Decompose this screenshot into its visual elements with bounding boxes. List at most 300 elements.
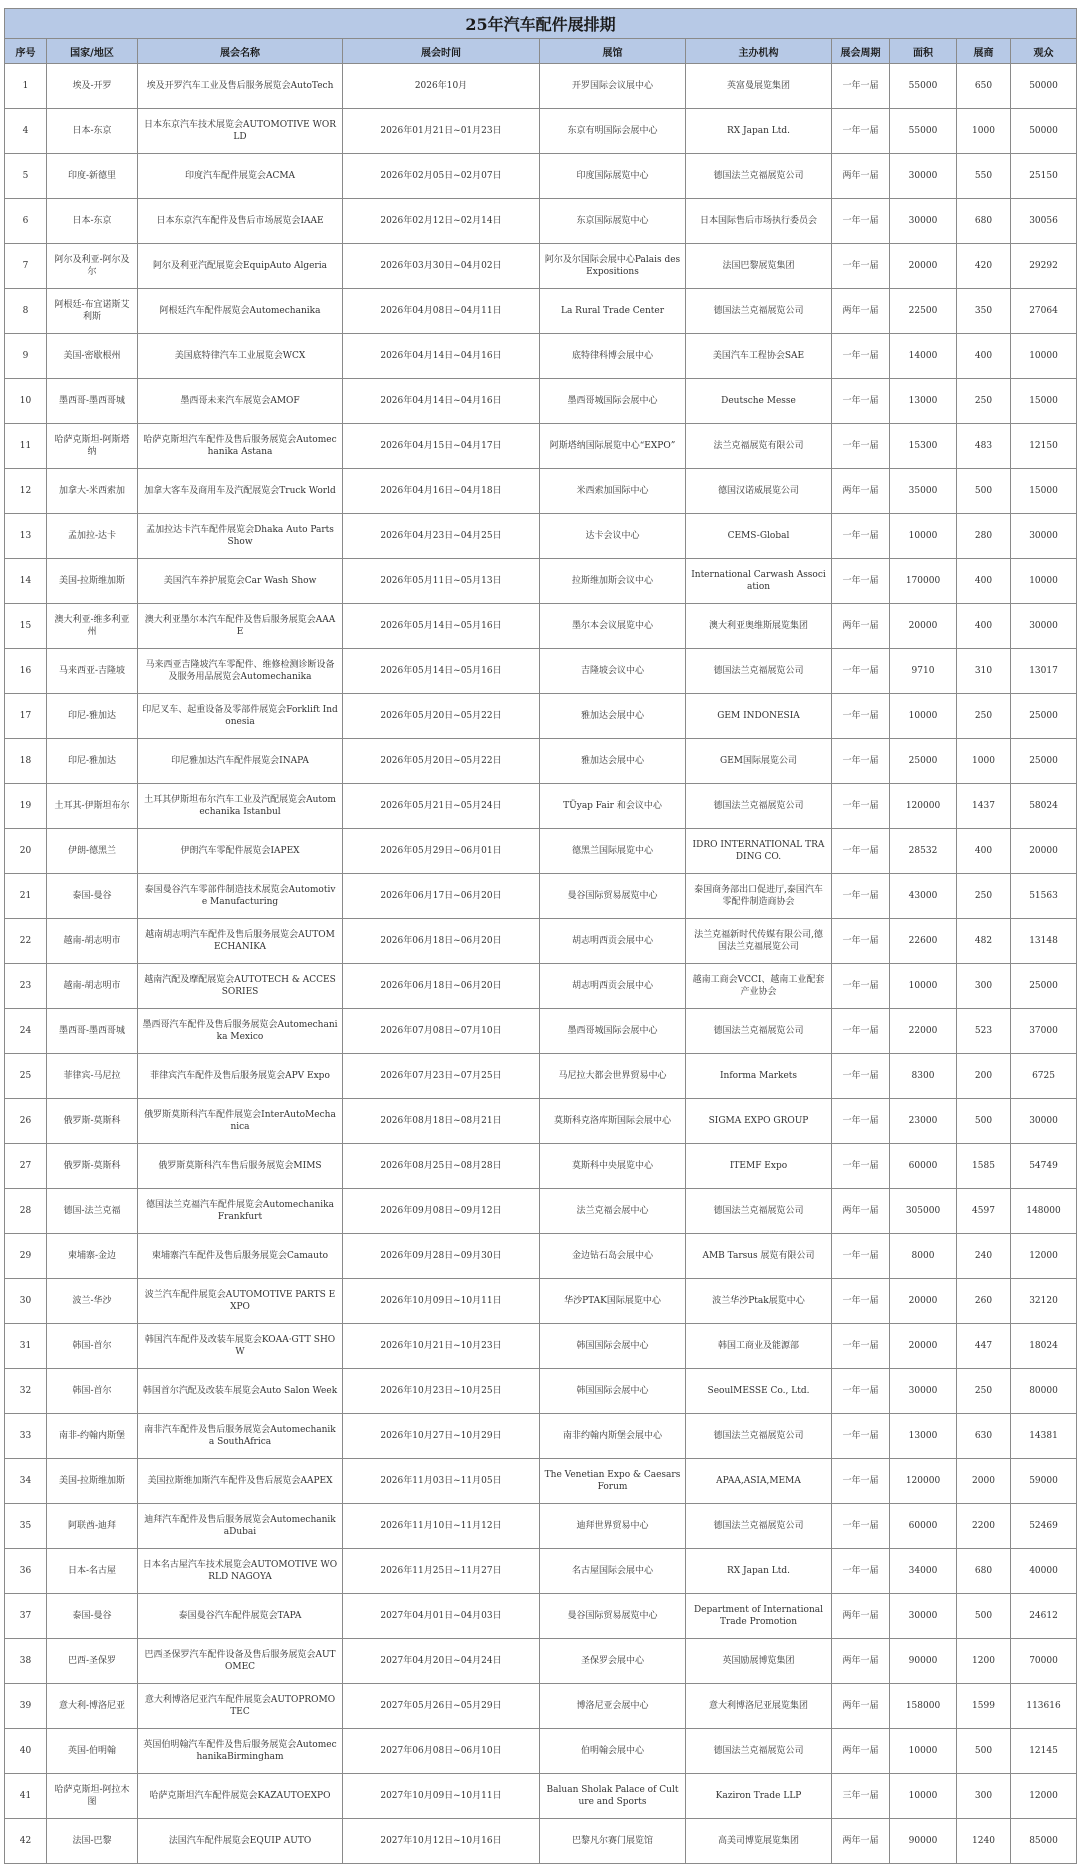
cell-dates[interactable]: 2026年10月23日~10月25日 [343,1369,540,1414]
cell-visitors[interactable]: 12145 [1011,1729,1077,1774]
cell-cycle[interactable]: 一年一届 [832,109,890,154]
cell-country[interactable]: 泰国-曼谷 [47,1594,138,1639]
cell-visitors[interactable]: 25000 [1011,694,1077,739]
cell-dates[interactable]: 2026年05月21日~05月24日 [343,784,540,829]
cell-exhibition-name[interactable]: 波兰汽车配件展览会AUTOMOTIVE PARTS EXPO [138,1279,343,1324]
cell-organizer[interactable]: 越南工商会VCCI、越南工业配套产业协会 [686,964,832,1009]
cell-exhibition-name[interactable]: 哈萨克斯坦汽车配件及售后服务展览会Automechanika Astana [138,424,343,469]
cell-cycle[interactable]: 一年一届 [832,694,890,739]
cell-cycle[interactable]: 两年一届 [832,289,890,334]
cell-country[interactable]: 菲律宾-马尼拉 [47,1054,138,1099]
cell-area[interactable]: 120000 [890,784,957,829]
cell-exhibitors[interactable]: 1437 [957,784,1011,829]
cell-visitors[interactable]: 85000 [1011,1819,1077,1864]
cell-organizer[interactable]: 高美司博览展览集团 [686,1819,832,1864]
cell-visitors[interactable]: 50000 [1011,109,1077,154]
cell-dates[interactable]: 2026年04月08日~04月11日 [343,289,540,334]
cell-exhibition-name[interactable]: 法国汽车配件展览会EQUIP AUTO [138,1819,343,1864]
cell-index[interactable]: 35 [5,1504,47,1549]
cell-dates[interactable]: 2026年05月29日~06月01日 [343,829,540,874]
cell-index[interactable]: 5 [5,154,47,199]
cell-dates[interactable]: 2026年06月18日~06月20日 [343,919,540,964]
cell-area[interactable]: 30000 [890,1594,957,1639]
cell-venue[interactable]: 阿尔及尔国际会展中心Palais des Expositions [540,244,686,289]
cell-visitors[interactable]: 37000 [1011,1009,1077,1054]
cell-cycle[interactable]: 一年一届 [832,829,890,874]
cell-index[interactable]: 16 [5,649,47,694]
cell-organizer[interactable]: 德国汉诺威展览公司 [686,469,832,514]
cell-dates[interactable]: 2026年11月25日~11月27日 [343,1549,540,1594]
cell-visitors[interactable]: 15000 [1011,469,1077,514]
cell-exhibition-name[interactable]: 哈萨克斯坦汽车配件展览会KAZAUTOEXPO [138,1774,343,1819]
cell-venue[interactable]: 南非约翰内斯堡会展中心 [540,1414,686,1459]
cell-visitors[interactable]: 51563 [1011,874,1077,919]
cell-index[interactable]: 14 [5,559,47,604]
cell-area[interactable]: 305000 [890,1189,957,1234]
cell-venue[interactable]: 阿斯塔纳国际展览中心“EXPO” [540,424,686,469]
cell-organizer[interactable]: 德国法兰克福展览公司 [686,1009,832,1054]
cell-exhibitors[interactable]: 350 [957,289,1011,334]
cell-area[interactable]: 43000 [890,874,957,919]
cell-cycle[interactable]: 一年一届 [832,334,890,379]
cell-country[interactable]: 英国-伯明翰 [47,1729,138,1774]
cell-visitors[interactable]: 25000 [1011,739,1077,784]
cell-exhibitors[interactable]: 250 [957,379,1011,424]
cell-country[interactable]: 美国-拉斯维加斯 [47,1459,138,1504]
cell-visitors[interactable]: 59000 [1011,1459,1077,1504]
cell-country[interactable]: 法国-巴黎 [47,1819,138,1864]
column-header[interactable] [957,39,1011,64]
cell-country[interactable]: 印尼-雅加达 [47,694,138,739]
cell-cycle[interactable]: 一年一届 [832,1324,890,1369]
column-header[interactable] [686,39,832,64]
cell-area[interactable]: 20000 [890,1324,957,1369]
cell-exhibitors[interactable]: 1000 [957,739,1011,784]
cell-area[interactable]: 22000 [890,1009,957,1054]
cell-cycle[interactable]: 一年一届 [832,649,890,694]
cell-venue[interactable]: 雅加达会展中心 [540,739,686,784]
cell-exhibitors[interactable]: 500 [957,1099,1011,1144]
cell-organizer[interactable]: 澳大利亚奥维斯展览集团 [686,604,832,649]
cell-venue[interactable]: TÜyap Fair 和会议中心 [540,784,686,829]
cell-organizer[interactable]: RX Japan Ltd. [686,1549,832,1594]
cell-index[interactable]: 32 [5,1369,47,1414]
cell-cycle[interactable]: 两年一届 [832,1684,890,1729]
cell-dates[interactable]: 2026年06月18日~06月20日 [343,964,540,1009]
cell-country[interactable]: 土耳其-伊斯坦布尔 [47,784,138,829]
cell-organizer[interactable]: 意大利博洛尼亚展览集团 [686,1684,832,1729]
cell-exhibition-name[interactable]: 英国伯明翰汽车配件及售后服务展览会AutomechanikaBirmingham [138,1729,343,1774]
cell-visitors[interactable]: 54749 [1011,1144,1077,1189]
cell-organizer[interactable]: 德国法兰克福展览公司 [686,1414,832,1459]
cell-country[interactable]: 哈萨克斯坦-阿拉木图 [47,1774,138,1819]
cell-venue[interactable]: 墨西哥城国际会展中心 [540,1009,686,1054]
cell-area[interactable]: 28532 [890,829,957,874]
cell-exhibition-name[interactable]: 阿根廷汽车配件展览会Automechanika [138,289,343,334]
cell-exhibition-name[interactable]: 墨西哥未来汽车展览会AMOF [138,379,343,424]
cell-organizer[interactable]: 德国法兰克福展览公司 [686,1189,832,1234]
cell-index[interactable]: 26 [5,1099,47,1144]
cell-cycle[interactable]: 两年一届 [832,1594,890,1639]
cell-area[interactable]: 10000 [890,694,957,739]
cell-dates[interactable]: 2026年04月23日~04月25日 [343,514,540,559]
cell-country[interactable]: 意大利-博洛尼亚 [47,1684,138,1729]
cell-visitors[interactable]: 12000 [1011,1774,1077,1819]
cell-cycle[interactable]: 一年一届 [832,919,890,964]
cell-area[interactable]: 170000 [890,559,957,604]
cell-index[interactable]: 20 [5,829,47,874]
cell-country[interactable]: 美国-拉斯维加斯 [47,559,138,604]
cell-exhibition-name[interactable]: 巴西圣保罗汽车配件设备及售后服务展览会AUTOMEC [138,1639,343,1684]
cell-dates[interactable]: 2026年05月14日~05月16日 [343,649,540,694]
cell-exhibition-name[interactable]: 意大利博洛尼亚汽车配件展览会AUTOPROMOTEC [138,1684,343,1729]
cell-visitors[interactable]: 30000 [1011,1099,1077,1144]
cell-exhibitors[interactable]: 280 [957,514,1011,559]
cell-venue[interactable]: 德黑兰国际展览中心 [540,829,686,874]
cell-venue[interactable]: 伯明翰会展中心 [540,1729,686,1774]
cell-index[interactable]: 19 [5,784,47,829]
cell-area[interactable]: 10000 [890,514,957,559]
cell-visitors[interactable]: 14381 [1011,1414,1077,1459]
cell-visitors[interactable]: 13017 [1011,649,1077,694]
cell-exhibition-name[interactable]: 印尼叉车、起重设备及零部件展览会Forklift Indonesia [138,694,343,739]
cell-area[interactable]: 34000 [890,1549,957,1594]
cell-index[interactable]: 13 [5,514,47,559]
cell-exhibition-name[interactable]: 迪拜汽车配件及售后服务展览会AutomechanikaDubai [138,1504,343,1549]
cell-area[interactable]: 23000 [890,1099,957,1144]
cell-exhibitors[interactable]: 523 [957,1009,1011,1054]
cell-exhibition-name[interactable]: 越南胡志明汽车配件及售后服务展览会AUTOMECHANIKA [138,919,343,964]
cell-index[interactable]: 1 [5,64,47,109]
cell-country[interactable]: 马来西亚-吉隆坡 [47,649,138,694]
cell-index[interactable]: 37 [5,1594,47,1639]
cell-visitors[interactable]: 30000 [1011,604,1077,649]
cell-area[interactable]: 55000 [890,109,957,154]
cell-cycle[interactable]: 两年一届 [832,1639,890,1684]
cell-dates[interactable]: 2026年04月16日~04月18日 [343,469,540,514]
cell-venue[interactable]: 达卡会议中心 [540,514,686,559]
cell-exhibition-name[interactable]: 印尼雅加达汽车配件展览会INAPA [138,739,343,784]
cell-index[interactable]: 36 [5,1549,47,1594]
cell-venue[interactable]: 名古屋国际会展中心 [540,1549,686,1594]
cell-dates[interactable]: 2026年02月12日~02月14日 [343,199,540,244]
cell-exhibitors[interactable]: 200 [957,1054,1011,1099]
cell-index[interactable]: 30 [5,1279,47,1324]
cell-index[interactable]: 34 [5,1459,47,1504]
cell-venue[interactable]: 韩国国际会展中心 [540,1369,686,1414]
cell-exhibitors[interactable]: 250 [957,694,1011,739]
cell-organizer[interactable]: AMB Tarsus 展览有限公司 [686,1234,832,1279]
cell-area[interactable]: 20000 [890,604,957,649]
cell-venue[interactable]: 圣保罗会展中心 [540,1639,686,1684]
cell-exhibitors[interactable]: 1585 [957,1144,1011,1189]
cell-dates[interactable]: 2026年07月23日~07月25日 [343,1054,540,1099]
cell-index[interactable]: 42 [5,1819,47,1864]
cell-venue[interactable]: 底特律科博会展中心 [540,334,686,379]
cell-exhibition-name[interactable]: 加拿大客车及商用车及汽配展览会Truck World [138,469,343,514]
cell-visitors[interactable]: 27064 [1011,289,1077,334]
cell-area[interactable]: 20000 [890,244,957,289]
cell-index[interactable]: 11 [5,424,47,469]
cell-venue[interactable]: The Venetian Expo & Caesars Forum [540,1459,686,1504]
cell-exhibitors[interactable]: 300 [957,1774,1011,1819]
cell-country[interactable]: 泰国-曼谷 [47,874,138,919]
cell-exhibition-name[interactable]: 俄罗斯莫斯科汽车售后服务展览会MIMS [138,1144,343,1189]
cell-exhibitors[interactable]: 400 [957,604,1011,649]
cell-organizer[interactable]: IDRO INTERNATIONAL TRADING CO. [686,829,832,874]
cell-visitors[interactable]: 12150 [1011,424,1077,469]
cell-exhibitors[interactable]: 250 [957,1369,1011,1414]
cell-country[interactable]: 哈萨克斯坦-阿斯塔纳 [47,424,138,469]
column-header[interactable] [138,39,343,64]
cell-exhibition-name[interactable]: 墨西哥汽车配件及售后服务展览会Automechanika Mexico [138,1009,343,1054]
cell-exhibition-name[interactable]: 韩国汽车配件及改装车展览会KOAA·GTT SHOW [138,1324,343,1369]
cell-country[interactable]: 墨西哥-墨西哥城 [47,1009,138,1054]
cell-exhibition-name[interactable]: 美国汽车养护展览会Car Wash Show [138,559,343,604]
cell-exhibition-name[interactable]: 泰国曼谷汽车零部件制造技术展览会Automotive Manufacturing [138,874,343,919]
cell-cycle[interactable]: 两年一届 [832,1729,890,1774]
cell-cycle[interactable]: 一年一届 [832,559,890,604]
cell-area[interactable]: 30000 [890,154,957,199]
cell-visitors[interactable]: 32120 [1011,1279,1077,1324]
cell-visitors[interactable]: 52469 [1011,1504,1077,1549]
cell-exhibition-name[interactable]: 埃及开罗汽车工业及售后服务展览会AutoTech [138,64,343,109]
cell-organizer[interactable]: 德国法兰克福展览公司 [686,289,832,334]
cell-venue[interactable]: 韩国国际会展中心 [540,1324,686,1369]
cell-venue[interactable]: 胡志明西贡会展中心 [540,964,686,1009]
cell-area[interactable]: 60000 [890,1144,957,1189]
cell-dates[interactable]: 2026年11月10日~11月12日 [343,1504,540,1549]
cell-cycle[interactable]: 两年一届 [832,469,890,514]
cell-cycle[interactable]: 一年一届 [832,874,890,919]
cell-country[interactable]: 阿尔及利亚-阿尔及尔 [47,244,138,289]
cell-area[interactable]: 9710 [890,649,957,694]
cell-venue[interactable]: 吉隆坡会议中心 [540,649,686,694]
cell-exhibition-name[interactable]: 日本名古屋汽车技术展览会AUTOMOTIVE WORLD NAGOYA [138,1549,343,1594]
cell-organizer[interactable]: 德国法兰克福展览公司 [686,1729,832,1774]
cell-exhibitors[interactable]: 680 [957,199,1011,244]
cell-cycle[interactable]: 两年一届 [832,1189,890,1234]
cell-visitors[interactable]: 70000 [1011,1639,1077,1684]
cell-exhibition-name[interactable]: 澳大利亚墨尔本汽车配件及售后服务展览会AAAE [138,604,343,649]
cell-cycle[interactable]: 一年一届 [832,1459,890,1504]
cell-area[interactable]: 8000 [890,1234,957,1279]
cell-country[interactable]: 韩国-首尔 [47,1369,138,1414]
cell-cycle[interactable]: 三年一届 [832,1774,890,1819]
cell-country[interactable]: 德国-法兰克福 [47,1189,138,1234]
cell-dates[interactable]: 2026年08月18日~08月21日 [343,1099,540,1144]
cell-index[interactable]: 29 [5,1234,47,1279]
cell-country[interactable]: 孟加拉-达卡 [47,514,138,559]
cell-organizer[interactable]: 韩国工商业及能源部 [686,1324,832,1369]
cell-exhibitors[interactable]: 550 [957,154,1011,199]
cell-dates[interactable]: 2026年07月08日~07月10日 [343,1009,540,1054]
cell-venue[interactable]: Baluan Sholak Palace of Culture and Sports [540,1774,686,1819]
cell-cycle[interactable]: 一年一届 [832,199,890,244]
cell-venue[interactable]: 马尼拉大都会世界贸易中心 [540,1054,686,1099]
cell-cycle[interactable]: 两年一届 [832,604,890,649]
cell-exhibitors[interactable]: 400 [957,829,1011,874]
cell-country[interactable]: 阿联酋-迪拜 [47,1504,138,1549]
cell-visitors[interactable]: 29292 [1011,244,1077,289]
cell-exhibition-name[interactable]: 柬埔寨汽车配件及售后服务展览会Camauto [138,1234,343,1279]
cell-visitors[interactable]: 25000 [1011,964,1077,1009]
cell-index[interactable]: 24 [5,1009,47,1054]
cell-visitors[interactable]: 30056 [1011,199,1077,244]
cell-index[interactable]: 39 [5,1684,47,1729]
cell-area[interactable]: 55000 [890,64,957,109]
cell-exhibition-name[interactable]: 俄罗斯莫斯科汽车配件展览会InterAutoMechanica [138,1099,343,1144]
cell-organizer[interactable]: 美国汽车工程协会SAE [686,334,832,379]
cell-organizer[interactable]: Deutsche Messe [686,379,832,424]
cell-exhibition-name[interactable]: 孟加拉达卡汽车配件展览会Dhaka Auto Parts Show [138,514,343,559]
cell-dates[interactable]: 2026年10月09日~10月11日 [343,1279,540,1324]
cell-index[interactable]: 6 [5,199,47,244]
cell-index[interactable]: 40 [5,1729,47,1774]
cell-venue[interactable]: 胡志明西贡会展中心 [540,919,686,964]
cell-exhibitors[interactable]: 1240 [957,1819,1011,1864]
cell-organizer[interactable]: 英富曼展览集团 [686,64,832,109]
cell-dates[interactable]: 2026年04月14日~04月16日 [343,334,540,379]
cell-organizer[interactable]: 法兰克福新时代传媒有限公司,德国法兰克福展览公司 [686,919,832,964]
cell-index[interactable]: 7 [5,244,47,289]
cell-index[interactable]: 25 [5,1054,47,1099]
cell-dates[interactable]: 2026年10月27日~10月29日 [343,1414,540,1459]
cell-visitors[interactable]: 24612 [1011,1594,1077,1639]
column-header[interactable] [1011,39,1077,64]
cell-area[interactable]: 14000 [890,334,957,379]
cell-index[interactable]: 27 [5,1144,47,1189]
cell-country[interactable]: 波兰-华沙 [47,1279,138,1324]
cell-visitors[interactable]: 50000 [1011,64,1077,109]
cell-cycle[interactable]: 一年一届 [832,1099,890,1144]
cell-venue[interactable]: 雅加达会展中心 [540,694,686,739]
cell-exhibition-name[interactable]: 德国法兰克福汽车配件展览会Automechanika Frankfurt [138,1189,343,1234]
cell-country[interactable]: 日本-东京 [47,109,138,154]
cell-venue[interactable]: 迪拜世界贸易中心 [540,1504,686,1549]
cell-venue[interactable]: 华沙PTAK国际展览中心 [540,1279,686,1324]
cell-dates[interactable]: 2026年03月30日~04月02日 [343,244,540,289]
cell-venue[interactable]: 莫斯科中央展览中心 [540,1144,686,1189]
cell-organizer[interactable]: GEM INDONESIA [686,694,832,739]
cell-exhibition-name[interactable]: 日本东京汽车技术展览会AUTOMOTIVE WORLD [138,109,343,154]
cell-country[interactable]: 澳大利亚-维多利亚州 [47,604,138,649]
cell-country[interactable]: 墨西哥-墨西哥城 [47,379,138,424]
cell-exhibitors[interactable]: 680 [957,1549,1011,1594]
cell-organizer[interactable]: SIGMA EXPO GROUP [686,1099,832,1144]
cell-organizer[interactable]: 法兰克福展览有限公司 [686,424,832,469]
cell-exhibitors[interactable]: 483 [957,424,1011,469]
cell-exhibition-name[interactable]: 阿尔及利亚汽配展览会EquipAuto Algeria [138,244,343,289]
cell-exhibitors[interactable]: 250 [957,874,1011,919]
cell-visitors[interactable]: 10000 [1011,559,1077,604]
cell-dates[interactable]: 2026年05月20日~05月22日 [343,694,540,739]
cell-organizer[interactable]: Department of International Trade Promotion [686,1594,832,1639]
cell-exhibitors[interactable]: 500 [957,1729,1011,1774]
cell-organizer[interactable]: CEMS-Global [686,514,832,559]
cell-exhibition-name[interactable]: 泰国曼谷汽车配件展览会TAPA [138,1594,343,1639]
cell-dates[interactable]: 2026年10月21日~10月23日 [343,1324,540,1369]
cell-dates[interactable]: 2026年05月20日~05月22日 [343,739,540,784]
cell-dates[interactable]: 2026年09月08日~09月12日 [343,1189,540,1234]
cell-venue[interactable]: 东京有明国际会展中心 [540,109,686,154]
cell-organizer[interactable]: Informa Markets [686,1054,832,1099]
cell-area[interactable]: 20000 [890,1279,957,1324]
cell-exhibition-name[interactable]: 南非汽车配件及售后服务展览会Automechanika SouthAfrica [138,1414,343,1459]
cell-exhibitors[interactable]: 482 [957,919,1011,964]
cell-visitors[interactable]: 25150 [1011,154,1077,199]
cell-organizer[interactable]: ITEMF Expo [686,1144,832,1189]
column-header[interactable] [540,39,686,64]
cell-organizer[interactable]: Kaziron Trade LLP [686,1774,832,1819]
cell-dates[interactable]: 2027年10月09日~10月11日 [343,1774,540,1819]
cell-dates[interactable]: 2026年01月21日~01月23日 [343,109,540,154]
cell-cycle[interactable]: 一年一届 [832,964,890,1009]
cell-cycle[interactable]: 一年一届 [832,244,890,289]
cell-exhibition-name[interactable]: 印度汽车配件展览会ACMA [138,154,343,199]
cell-index[interactable]: 21 [5,874,47,919]
cell-venue[interactable]: 巴黎凡尔赛门展览馆 [540,1819,686,1864]
cell-index[interactable]: 22 [5,919,47,964]
cell-index[interactable]: 28 [5,1189,47,1234]
cell-exhibitors[interactable]: 310 [957,649,1011,694]
cell-area[interactable]: 120000 [890,1459,957,1504]
cell-visitors[interactable]: 113616 [1011,1684,1077,1729]
cell-area[interactable]: 10000 [890,1774,957,1819]
cell-exhibition-name[interactable]: 日本东京汽车配件及售后市场展览会IAAE [138,199,343,244]
cell-venue[interactable]: 印度国际展览中心 [540,154,686,199]
cell-exhibition-name[interactable]: 伊朗汽车零配件展览会IAPEX [138,829,343,874]
cell-country[interactable]: 日本-名古屋 [47,1549,138,1594]
cell-exhibitors[interactable]: 1599 [957,1684,1011,1729]
cell-cycle[interactable]: 一年一届 [832,1504,890,1549]
cell-exhibition-name[interactable]: 马来西亚吉隆坡汽车零配件、维修检测诊断设备及服务用品展览会Automechanika [138,649,343,694]
cell-area[interactable]: 22600 [890,919,957,964]
cell-visitors[interactable]: 13148 [1011,919,1077,964]
cell-index[interactable]: 33 [5,1414,47,1459]
column-header[interactable] [5,39,47,64]
cell-area[interactable]: 22500 [890,289,957,334]
cell-organizer[interactable]: APAA,ASIA,MEMA [686,1459,832,1504]
cell-country[interactable]: 越南-胡志明市 [47,964,138,1009]
cell-country[interactable]: 印度-新德里 [47,154,138,199]
cell-cycle[interactable]: 一年一届 [832,64,890,109]
cell-venue[interactable]: 博洛尼亚会展中心 [540,1684,686,1729]
cell-exhibitors[interactable]: 500 [957,469,1011,514]
cell-venue[interactable]: 曼谷国际贸易展览中心 [540,874,686,919]
cell-visitors[interactable]: 18024 [1011,1324,1077,1369]
cell-cycle[interactable]: 一年一届 [832,1549,890,1594]
cell-country[interactable]: 越南-胡志明市 [47,919,138,964]
cell-country[interactable]: 俄罗斯-莫斯科 [47,1144,138,1189]
column-header[interactable] [832,39,890,64]
cell-country[interactable]: 日本-东京 [47,199,138,244]
cell-area[interactable]: 35000 [890,469,957,514]
cell-exhibition-name[interactable]: 韩国首尔汽配及改装车展览会Auto Salon Week [138,1369,343,1414]
cell-venue[interactable]: 拉斯维加斯会议中心 [540,559,686,604]
cell-cycle[interactable]: 一年一届 [832,1414,890,1459]
cell-venue[interactable]: La Rural Trade Center [540,289,686,334]
cell-organizer[interactable]: 德国法兰克福展览公司 [686,649,832,694]
cell-area[interactable]: 30000 [890,1369,957,1414]
cell-visitors[interactable]: 40000 [1011,1549,1077,1594]
cell-area[interactable]: 13000 [890,1414,957,1459]
cell-organizer[interactable]: 德国法兰克福展览公司 [686,784,832,829]
cell-visitors[interactable]: 10000 [1011,334,1077,379]
cell-exhibitors[interactable]: 2200 [957,1504,1011,1549]
cell-dates[interactable]: 2026年11月03日~11月05日 [343,1459,540,1504]
cell-dates[interactable]: 2026年04月15日~04月17日 [343,424,540,469]
